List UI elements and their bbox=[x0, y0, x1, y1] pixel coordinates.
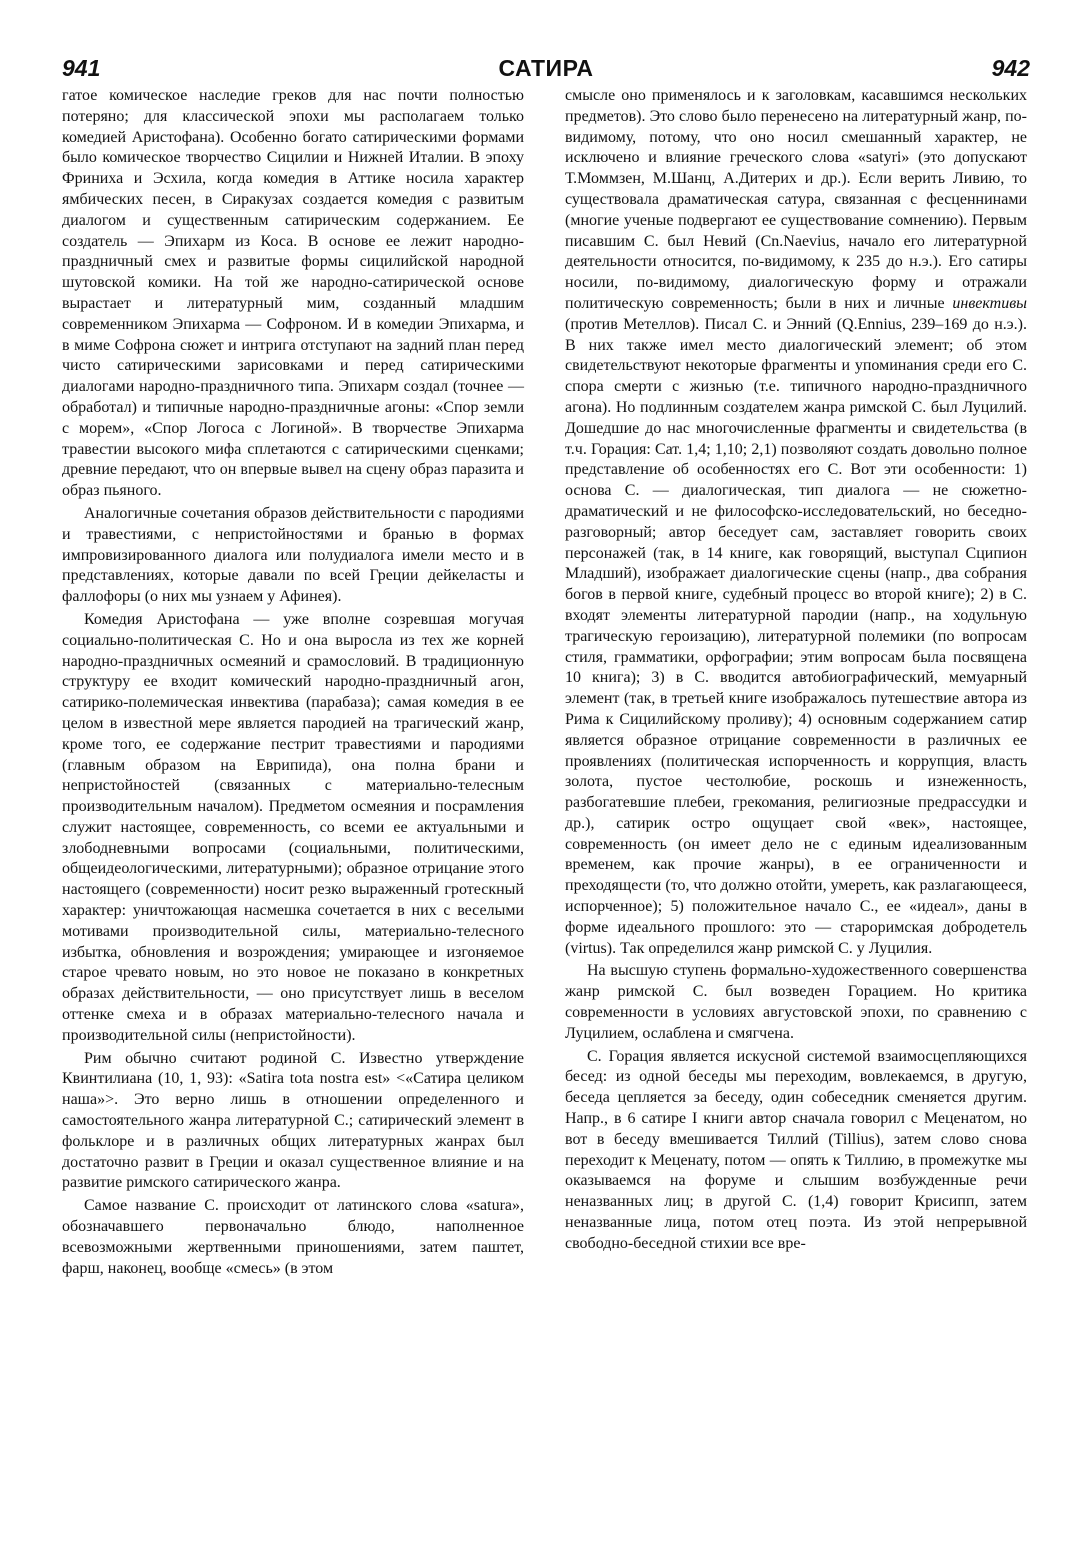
paragraph bbox=[565, 86, 1027, 959]
paragraph: Аналогичные сочетания образов действительности с пародиями и травестиями, с непристойностями и бранью в формах импровизированного диалога или полудиалога имели место и в представлениях, которые давали по всей Греции дейкеласты и фаллофоры (о них мы узнаем у Афинея). bbox=[62, 504, 524, 606]
italic-term: инвективы bbox=[952, 294, 1027, 312]
paragraph: Самое название С. происходит от латинского слова «satura», обозначавшего первоначально блюдо, наполненное всевозможными жертвенными приношениями, затем паштет, фарш, наконец, вообще «смесь» (в этом bbox=[62, 1197, 524, 1277]
paragraph: Рим обычно считают родиной С. Известно утверждение Квинтилиана (10, 1, 93): «Satira tota nostra est» <«Сатира целиком наша»>. Это верно лишь в отношении определенного и самостоятельного жанра литературной С.; сатирический элемент в фольклоре и в различных общих литературных жанрах был достаточно развит в Греции и оказал существенное влияние и на развитие римского сатирического жанра. bbox=[62, 1049, 524, 1192]
page-number-right: 942 bbox=[991, 55, 1030, 81]
right-column bbox=[565, 86, 1027, 1255]
page-number-left: 941 bbox=[62, 55, 101, 81]
left-column bbox=[62, 86, 524, 1279]
running-title: САТИРА bbox=[498, 55, 594, 81]
paragraph: На высшую ступень формально-художественного совершенства жанр римской С. был возведен Горацием. Но критика современности в условиях августовской эпохи, по сравнению с Луцилием, ослаблена и смягчена. bbox=[565, 962, 1027, 1042]
text-run: (против Метеллов). Писал С. и Энний (Q.Ennius, 239–169 до н.э.). В них также имел место диалогический элемент; об этом свидетельствуют некоторые фрагменты и упоминания среди его С. спора смерти с жизнью (т.е. типичного народно-праздничного агона). Но подлинным создателем жанра римской С. был Луцилий. Дошедшие до нас многочисленные фрагменты и свидетельства (в т.ч. Горация: Сат. 1,4; 1,10; 2,1) позволяют создать довольно полное представление об особенностях его С. Вот эти особенности: 1) основа С. — диалогическая, тип диалога — не сюжетно-драматический и не философско-исследовательский, но беседно-разговорный; автор беседует сам, заставляет говорить своих персонажей (так, в 14 книге, как говорящий, выступал Сципион Младший), изображает диалогические сцены (напр., два собрания богов в первой книге, судебный процесс во второй книге); 2) в С. входят элементы литературной пародии (напр., на ходульную трагическую героизацию), литературной полемики (по вопросам стиля, грамматики, орфографии; этим вопросам была посвящена 10 книга); 3) в С. вводится автобиографический, мемуарный элемент (так, в третьей книге изображалось путешествие автора из Рима к Сицилийскому проливу); 4) основным содержанием сатир является образное отрицание современности в различных ее проявлениях (политическая испорченность и коррупция, власть золота, пустое честолюбие, роскошь и изнеженность, разбогатевшие плебеи, грекомания, религиозные предрассудки и др.), сатирик остро ощущает свой «век», настоящее, современность (он имеет дело не с единым идеализованным временем, как прочие жанры), в ее ограниченности и преходящести (то, что должно отойти, умереть, как разлагающееся, испорченное); 5) положительное начало С., ее «идеал», даны в форме идеального прошлого: это — староримская добродетель (virtus). Так определился жанр римской С. у Луцилия. bbox=[565, 315, 1027, 957]
text-run: смысле оно применялось и к заголовкам, касавшимся нескольких предметов). Это слово было перенесено на литературный жанр, по-видимому, потому, что оно носил смешанный характер, не исключено и влияние греческого слова «satyri» (это допускают Т.Моммзен, М.Шанц, А.Дитерих и др.). Если верить Ливию, то существовала драматическая сатура, связанная с фесценнинами (многие ученые подвергают ее существование сомнению). Первым писавшим С. был Невий (Cn.Naevius, начало его литературной деятельности относится, по-видимому, к 235 до н.э.). Его сатиры носили, по-видимому, диалогическую форму и отражали политическую современность; были в них и личные bbox=[565, 87, 1028, 312]
page-header bbox=[62, 54, 1030, 88]
paragraph: гатое комическое наследие греков для нас почти полностью потеряно; для классической эпохи мы располагаем только комедией Аристофана). Особенно богато сатирическими формами было комическое творчество Сицилии и Нижней Италии. В эпоху Фриниха и Эсхила, когда комедия в Аттике носила характер ямбических песен, в Сиракузах создается комедия с развитым диалогом и существенным сатирическим содержанием. Ее создатель — Эпихарм из Коса. В основе ее лежит народно-праздничный смех и развитые формы сицилийской народной шутовской комики. На той же народно-сатирической основе вырастает и литературный мим, созданный младшим современником Эпихарма — Софроном. И в комедии Эпихарма, и в миме Софрона сюжет и интрига отступают на задний план перед чисто сатирическими зарисовками и перед сатирическими диалогами народно-праздничного типа. Эпихарм создал (точнее — обработал) и типичные народно-праздничные агоны: «Спор земли с морем», «Спор Логоса с Логиной». В творчестве Эпихарма травестии высокого мифа сплетаются с сатирическими сценками; древние передают, что он впервые вывел на сцену образ паразита и образ пьяного. bbox=[62, 87, 524, 500]
paragraph: С. Горация является искусной системой взаимосцепляющихся бесед: из одной беседы мы переходим, вовлекаемся, в другую, беседа цепляется за беседу, один собеседник сменяется другим. Напр., в 6 сатире I книги автор сначала говорил с Меценатом, но вот в беседу вмешивается Тиллий (Tillius), затем слово снова переходит к Меценату, потом — опять к Тиллию, в промежутке мы оказываемся на форуме и слышим возбужденные речи неназванных лиц; в другой С. (1,4) говорит Крисипп, затем неназванные лица, потом отец поэта. Из этой непрерывной свободно-беседной стихии все вре- bbox=[565, 1047, 1027, 1252]
paragraph: Комедия Аристофана — уже вполне созревшая могучая социально-политическая С. Но и она выросла из тех же корней народно-праздничных осмеяний и срамословий. В традиционную структуру ее входит комический народно-праздничный агон, сатирико-полемическая инвектива (парабаза); самая комедия в ее целом в известной мере является пародией на трагический жанр, кроме того, ее содержание пестрит травестиями и пародиями (главным образом на Еврипида), она полна брани и непристойностей (связанных с материально-телесным производительным началом). Предметом осмеяния и посрамления служит настоящее, современность, со всеми ее актуальными и злободневными вопросами (социальными, политическими, общеидеологическими, литературными); образное отрицание этого настоящего (современности) носит резко выраженный гротескный характер: уничтожающая насмешка сочетается в них с веселыми мотивами производительной силы, материально-телесного избытка, обновления и возрождения; умирающее и изгоняемое старое чревато новым, но это новое не показано в конкретных образах действительности, — оно присутствует лишь в веселом оттенке смеха и в образах материально-телесного начала и производительной силы (непристойности). bbox=[62, 610, 524, 1044]
